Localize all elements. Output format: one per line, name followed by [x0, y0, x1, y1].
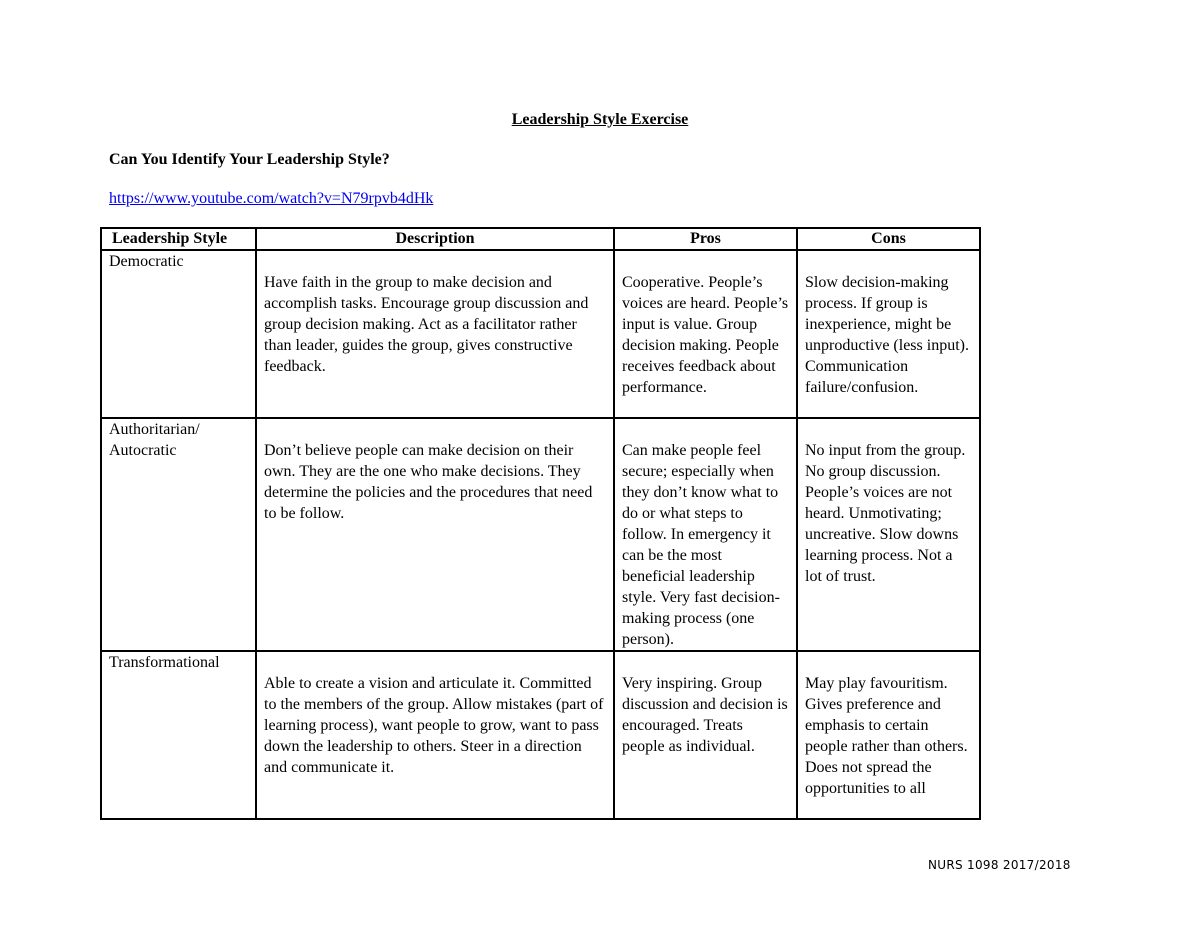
table-row: [101, 250, 980, 418]
video-link[interactable]: https://www.youtube.com/watch?v=N79rpvb4dHk: [109, 190, 434, 207]
document-title: Leadership Style Exercise: [511, 111, 689, 128]
pros-text: Cooperative. People’s voices are heard. People’s input is value. Group decision making. People receives feedback about performance.: [622, 274, 789, 396]
header-description: Description: [256, 228, 614, 250]
cons-text: May play favouritism. Gives preference and emphasis to certain people rather than others. Does not spread the opportunities to all: [805, 675, 968, 797]
leadership-styles-table: [100, 227, 981, 820]
cons-text: Slow decision-making process. If group is inexperience, might be unproductive (less input). Communication failure/confusion.: [805, 274, 969, 396]
description-text: Have faith in the group to make decision and accomplish tasks. Encourage group discussion and group decision making. Act as a facilitator rather than leader, guides the group, gives constructive feedback.: [264, 274, 589, 375]
document-subtitle: Can You Identify Your Leadership Style?: [109, 151, 390, 168]
page-footer: NURS 1098 2017/2018: [928, 858, 1071, 872]
style-cell: Transformational: [101, 651, 256, 819]
header-leadership-style: Leadership Style: [101, 228, 256, 250]
description-cell: [256, 651, 614, 819]
header-cons: Cons: [797, 228, 980, 250]
table-row: [101, 651, 980, 819]
description-cell: [256, 418, 614, 651]
pros-text: Can make people feel secure; especially when they don’t know what to do or what steps to follow. In emergency it can be the most beneficial leadership style. Very fast decision-making process (one person).: [622, 442, 780, 648]
header-pros: Pros: [614, 228, 797, 250]
cons-cell: [797, 651, 980, 819]
pros-text: Very inspiring. Group discussion and decision is encouraged. Treats people as individual.: [622, 675, 788, 755]
pros-cell: [614, 250, 797, 418]
description-text: Don’t believe people can make decision on their own. They are the one who make decisions. They determine the policies and the procedures that need to be follow.: [264, 442, 593, 522]
style-cell: Democratic: [101, 250, 256, 418]
pros-cell: [614, 651, 797, 819]
cons-cell: [797, 250, 980, 418]
style-cell: Authoritarian/ Autocratic: [101, 418, 256, 651]
description-cell: [256, 250, 614, 418]
table-row: [101, 418, 980, 651]
pros-cell: [614, 418, 797, 651]
table-header-row: [101, 228, 980, 250]
cons-cell: [797, 418, 980, 651]
description-text: Able to create a vision and articulate it. Committed to the members of the group. Allow mistakes (part of learning process), want people to grow, want to pass down the leadership to others. Steer in a direction and communicate it.: [264, 675, 604, 776]
cons-text: No input from the group. No group discussion. People’s voices are not heard. Unmotivating; uncreative. Slow downs learning process. Not a lot of trust.: [805, 442, 966, 585]
